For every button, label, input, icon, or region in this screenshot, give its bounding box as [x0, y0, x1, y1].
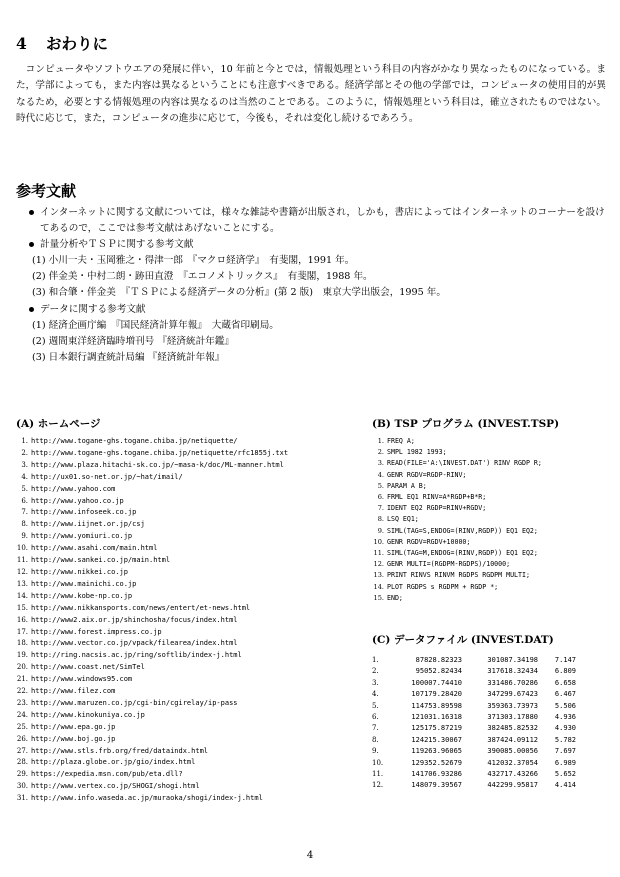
rgdp-value: 347299.67423 — [487, 690, 538, 699]
rinv-value: 95052.82434 — [415, 667, 462, 676]
list-number: 8. — [21, 520, 28, 529]
homepage-url-item[interactable] — [16, 722, 288, 734]
tsp-code-line — [372, 570, 542, 581]
tsp-code-line — [372, 582, 542, 593]
reference-bullet-internet: インターネットに関する文献については，様々な雑誌や書籍が出版され，しかも，書店によってはインターネットのコーナーを設けてあるので，ここでは参考文献はあげないことにする。 — [28, 205, 608, 237]
list-number: 11. — [16, 556, 28, 565]
section-heading — [16, 32, 108, 54]
list-number: 13. — [16, 579, 28, 588]
homepage-url-list — [16, 436, 288, 805]
tsp-code-text: READ(FILE='A:\INVEST.DAT') RINV RGDP R; — [387, 459, 542, 468]
row-index: 11. — [372, 770, 384, 779]
homepage-url-item[interactable] — [16, 734, 288, 746]
homepage-url-item[interactable] — [16, 436, 288, 448]
list-number: 6. — [21, 496, 28, 505]
homepage-url-text: http://www.sankei.co.jp/main.html — [31, 556, 171, 565]
list-number: 9. — [21, 532, 28, 541]
tsp-code-line — [372, 514, 542, 525]
rinv-value: 141706.93286 — [411, 770, 462, 779]
table-row — [372, 689, 576, 700]
table-row — [372, 666, 576, 677]
homepage-url-item[interactable] — [16, 567, 288, 579]
row-index: 3. — [372, 678, 379, 687]
list-number: 1. — [21, 437, 28, 445]
tsp-code-text: GENR RGDV=RGDV+10000; — [387, 537, 471, 546]
list-number: 28. — [16, 758, 28, 767]
rinv-value: 119263.96065 — [411, 747, 462, 756]
list-number: 15. — [16, 603, 28, 612]
homepage-url-text: http://www.stls.frb.org/fred/dataindx.html — [31, 746, 209, 755]
rinv-value: 124215.30067 — [411, 735, 462, 744]
reference-econ-3: (3) 和合肇・伴金美 『ＴＳＰによる経済データの分析』(第 2 版) 東京大学出版会，1995 年。 — [32, 287, 446, 299]
section-title: おわりに — [46, 34, 109, 53]
homepage-url-item[interactable] — [16, 484, 288, 496]
homepage-url-item[interactable] — [16, 627, 288, 639]
homepage-url-item[interactable] — [16, 615, 288, 627]
reference-bullet-data: データに関する参考文献 — [28, 302, 608, 318]
reference-bullet-econometrics: 計量分析やＴＳＰに関する参考文献 — [28, 237, 608, 253]
row-index: 12. — [372, 781, 384, 790]
list-number: 25. — [16, 722, 28, 731]
homepage-url-text: http://plaza.globe.or.jp/gio/index.html — [31, 758, 196, 767]
rgdp-value: 331486.70286 — [487, 678, 538, 687]
table-row — [372, 655, 576, 666]
homepage-url-item[interactable] — [16, 698, 288, 710]
rgdp-value: 390085.00056 — [487, 747, 538, 756]
homepage-url-text: http://www.nikkei.co.jp — [31, 567, 128, 576]
row-index: 6. — [372, 713, 379, 722]
list-number: 7. — [21, 508, 28, 517]
list-number: 12. — [16, 567, 28, 576]
homepage-url-item[interactable] — [16, 674, 288, 686]
homepage-url-text: http://www.iijnet.or.jp/csj — [31, 520, 145, 529]
rinv-value: 148079.39567 — [411, 781, 462, 790]
homepage-url-item[interactable] — [16, 603, 288, 615]
tsp-code-text: SMPL 1982 1993; — [387, 448, 447, 457]
homepage-url-item[interactable] — [16, 781, 288, 793]
intro-text: コンピュータやソフトウエアの発展に伴い，10 年前と今とでは，情報処理という科目の内容がかなり異なったものになっている。また，学部によっても，また内容は異なるということにも注意すべきである。経済学部とその他の学部では，コンピュータの使用目的が異なるため，必要とする情報処理の内容は異なるのは当然のことである。このように，情報処理という科目は，確立されたものではない。時代に応じて，また，コンピュータの進歩に応じて，今後も，それは変化し続けるであろう。 — [16, 64, 606, 125]
list-number: 31. — [16, 794, 28, 803]
tsp-code-text: PLOT RGDPS s RGDPM + RGDP *; — [387, 582, 499, 591]
r-value: 6.658 — [554, 678, 576, 687]
homepage-url-text: http://www.coast.net/SimTel — [31, 663, 145, 672]
line-number: 11. — [373, 549, 384, 558]
rinv-value: 125175.87219 — [411, 724, 462, 733]
r-value: 5.506 — [554, 701, 576, 710]
r-value: 4.936 — [554, 713, 576, 722]
list-number: 5. — [21, 484, 28, 493]
rgdp-value: 382485.82532 — [487, 724, 538, 733]
homepage-url-text: http://www.maruzen.co.jp/cgi-bin/cgirelay/ip-pass — [31, 698, 238, 707]
table-row — [372, 723, 576, 734]
tsp-code-line — [372, 436, 542, 447]
r-value: 6.467 — [554, 690, 576, 699]
homepage-url-item[interactable] — [16, 757, 288, 769]
table-row — [372, 712, 576, 723]
homepage-url-text: http://www.kobe-np.co.jp — [31, 591, 133, 600]
table-row — [372, 735, 576, 746]
r-value: 5.652 — [554, 770, 576, 779]
tsp-code-text: LSQ EQ1; — [387, 515, 419, 524]
list-number: 17. — [16, 627, 28, 636]
r-value: 6.989 — [554, 758, 576, 767]
homepage-url-item[interactable] — [16, 591, 288, 603]
line-number: 10. — [373, 537, 384, 546]
tsp-program-listing — [372, 436, 542, 604]
tsp-code-text: END; — [387, 593, 403, 602]
tsp-code-text: IDENT EQ2 RGDP=RINV+RGDV; — [387, 504, 487, 513]
list-number: 21. — [16, 675, 28, 684]
row-index: 10. — [372, 758, 384, 767]
references-heading: 参考文献 — [16, 182, 77, 200]
homepage-url-item[interactable] — [16, 793, 288, 805]
tsp-code-line — [372, 470, 542, 481]
homepage-url-item[interactable] — [16, 531, 288, 543]
homepages-heading: (A) ホームページ — [16, 418, 101, 430]
homepage-url-text: http://www.asahi.com/main.html — [31, 544, 158, 553]
homepage-url-item[interactable] — [16, 496, 288, 508]
line-number: 6. — [377, 493, 384, 502]
tsp-code-text: GENR MULTI=(RGDPM-RGDPS)/10000; — [387, 560, 511, 569]
list-number: 16. — [16, 615, 28, 624]
rgdp-value: 371303.17880 — [487, 713, 538, 722]
data-file-table — [372, 655, 576, 792]
rinv-value: 121031.16318 — [411, 713, 462, 722]
list-number: 3. — [21, 460, 28, 469]
row-index: 8. — [372, 735, 379, 744]
reference-data-2: (2) 週間東洋経済臨時増刊号 『経済統計年鑑』 — [32, 335, 234, 347]
rgdp-value: 412032.37054 — [487, 758, 538, 767]
tsp-code-line — [372, 526, 542, 537]
homepage-url-item[interactable] — [16, 638, 288, 650]
line-number: 5. — [377, 481, 384, 490]
list-number: 14. — [16, 591, 28, 600]
line-number: 13. — [373, 571, 384, 580]
tsp-code-text: GENR RGDV=RGDP-RINV; — [387, 470, 467, 479]
rinv-value: 100007.74410 — [411, 678, 462, 687]
tsp-code-text: PARAM A B; — [387, 481, 427, 490]
line-number: 4. — [377, 470, 384, 479]
table-row — [372, 769, 576, 780]
tsp-code-line — [372, 559, 542, 570]
list-number: 18. — [16, 639, 28, 648]
homepage-url-text: http://www.yahoo.co.jp — [31, 496, 124, 505]
intro-paragraph — [16, 62, 606, 128]
homepage-url-text: http://www.vector.co.jp/vpack/filearea/index.html — [31, 639, 238, 648]
homepage-url-item[interactable] — [16, 555, 288, 567]
homepage-url-text: http://www.togane-ghs.togane.chiba.jp/netiquette/rfc1855j.txt — [31, 448, 289, 457]
list-number: 2. — [21, 448, 28, 457]
r-value: 5.782 — [554, 735, 576, 744]
tsp-code-line — [372, 537, 542, 548]
r-value: 4.930 — [554, 724, 576, 733]
homepage-url-text: http://www.nikkansports.com/news/entert/et-news.html — [31, 603, 251, 612]
tsp-code-line — [372, 447, 542, 458]
homepage-url-text: http://www2.aix.or.jp/shinchosha/focus/index.html — [31, 615, 238, 624]
homepage-url-item[interactable] — [16, 769, 288, 781]
r-value: 7.697 — [554, 747, 576, 756]
homepage-url-text: http://www.forest.impress.co.jp — [31, 627, 162, 636]
list-number: 24. — [16, 710, 28, 719]
list-number: 23. — [16, 698, 28, 707]
reference-data-3: (3) 日本銀行調査統計局編 『経済統計年報』 — [32, 351, 225, 363]
rinv-value: 107179.28420 — [411, 690, 462, 699]
line-number: 3. — [377, 459, 384, 468]
list-number: 10. — [16, 544, 28, 553]
homepage-url-text: http://www.yomiuri.co.jp — [31, 532, 133, 541]
line-number: 2. — [377, 448, 384, 457]
row-index: 1. — [372, 656, 379, 664]
line-number: 14. — [373, 582, 384, 591]
reference-data-1: (1) 経済企画庁編 『国民経済計算年報』 大蔵省印刷局。 — [32, 319, 279, 331]
list-number: 22. — [16, 687, 28, 696]
row-index: 7. — [372, 724, 379, 733]
tsp-code-line — [372, 593, 542, 604]
homepage-url-text: http://www.epa.go.jp — [31, 722, 116, 731]
reference-econ-1: (1) 小川一夫・玉岡雅之・得津一郎 『マクロ経済学』 有斐閣，1991 年。 — [32, 255, 355, 267]
homepage-url-item[interactable] — [16, 650, 288, 662]
table-row — [372, 701, 576, 712]
homepage-url-text: http://www.mainichi.co.jp — [31, 579, 137, 588]
homepage-url-text: http://www.togane-ghs.togane.chiba.jp/netiquette/ — [31, 437, 238, 445]
homepage-url-text: http://www.filez.com — [31, 687, 116, 696]
homepage-url-item[interactable] — [16, 472, 288, 484]
homepage-url-text: http://www.vertex.co.jp/SHOGI/shogi.html — [31, 782, 200, 791]
list-number: 29. — [16, 770, 28, 779]
line-number: 7. — [377, 504, 384, 513]
homepage-url-text: http://www.info.waseda.ac.jp/muraoka/shogi/index-j.html — [31, 794, 263, 803]
data-file-heading: (C) データファイル (INVEST.DAT) — [372, 634, 554, 646]
homepage-url-text: http://www.infoseek.co.jp — [31, 508, 137, 517]
tsp-code-line — [372, 492, 542, 503]
homepage-url-item[interactable] — [16, 746, 288, 758]
homepage-url-text: http://www.windows95.com — [31, 675, 133, 684]
list-number: 26. — [16, 734, 28, 743]
list-number: 4. — [21, 472, 28, 481]
rgdp-value: 359363.73973 — [487, 701, 538, 710]
table-row — [372, 780, 576, 791]
r-value: 6.809 — [554, 667, 576, 676]
homepage-url-text: http://www.boj.go.jp — [31, 734, 116, 743]
homepage-url-item[interactable] — [16, 710, 288, 722]
homepage-url-item[interactable] — [16, 519, 288, 531]
homepage-url-text: http://www.kinokuniya.co.jp — [31, 710, 145, 719]
homepage-url-item[interactable] — [16, 460, 288, 472]
row-index: 2. — [372, 667, 379, 676]
list-number: 19. — [16, 651, 28, 660]
list-number: 20. — [16, 663, 28, 672]
line-number: 1. — [377, 437, 384, 445]
homepage-url-text: http://ux01.so-net.or.jp/~hat/imail/ — [31, 472, 183, 481]
homepage-url-item[interactable] — [16, 543, 288, 555]
homepage-url-item[interactable] — [16, 686, 288, 698]
tsp-code-line — [372, 548, 542, 559]
row-index: 4. — [372, 690, 379, 699]
r-value: 7.147 — [554, 656, 576, 664]
homepage-url-text: http://ring.nacsis.ac.jp/ring/softlib/index-j.html — [31, 651, 242, 660]
homepage-url-text: http://www.plaza.hitachi-sk.co.jp/~masa-k/doc/ML-manner.html — [31, 460, 284, 469]
list-number: 30. — [16, 782, 28, 791]
line-number: 12. — [373, 560, 384, 569]
homepage-url-text: https://expedia.msn.com/pub/eta.dll? — [31, 770, 183, 779]
homepage-url-item[interactable] — [16, 448, 288, 460]
homepage-url-item[interactable] — [16, 507, 288, 519]
line-number: 15. — [373, 593, 384, 602]
homepage-url-item[interactable] — [16, 662, 288, 674]
tsp-code-text: PRINT RINVS RINVM RGDPS RGDPM MULTI; — [387, 571, 530, 580]
tsp-code-line — [372, 481, 542, 492]
reference-econ-2: (2) 伴金美・中村二朗・跡田直澄 『エコノメトリックス』 有斐閣，1988 年。 — [32, 271, 373, 283]
tsp-code-text: SIML(TAG=M,ENDOG=(RINV,RGDP)) EQ1 EQ2; — [387, 549, 538, 558]
tsp-code-text: SIML(TAG=S,ENDOG=(RINV,RGDP)) EQ1 EQ2; — [387, 526, 538, 535]
tsp-code-line — [372, 503, 542, 514]
rinv-value: 129352.52679 — [411, 758, 462, 767]
homepage-url-text: http://www.yahoo.com — [31, 484, 116, 493]
line-number: 9. — [377, 526, 384, 535]
tsp-code-text: FRML EQ1 RINV=A*RGDP+B*R; — [387, 493, 487, 502]
rgdp-value: 442299.95817 — [487, 781, 538, 790]
table-row — [372, 758, 576, 769]
rgdp-value: 301087.34198 — [487, 656, 538, 664]
homepage-url-item[interactable] — [16, 579, 288, 591]
rinv-value: 114753.89598 — [411, 701, 462, 710]
line-number: 8. — [377, 515, 384, 524]
r-value: 4.414 — [554, 781, 576, 790]
references-list — [28, 205, 608, 366]
rgdp-value: 317618.32434 — [487, 667, 538, 676]
list-number: 27. — [16, 746, 28, 755]
rinv-value: 87828.82323 — [415, 656, 462, 664]
row-index: 9. — [372, 747, 379, 756]
rgdp-value: 432717.43266 — [487, 770, 538, 779]
page-number: 4 — [306, 850, 314, 861]
tsp-code-line — [372, 458, 542, 469]
rgdp-value: 387424.09112 — [487, 735, 538, 744]
tsp-program-heading: (B) TSP プログラム (INVEST.TSP) — [372, 418, 560, 430]
table-row — [372, 678, 576, 689]
tsp-code-text: FREQ A; — [387, 437, 415, 445]
section-number: 4 — [16, 34, 27, 53]
table-row — [372, 746, 576, 757]
row-index: 5. — [372, 701, 379, 710]
